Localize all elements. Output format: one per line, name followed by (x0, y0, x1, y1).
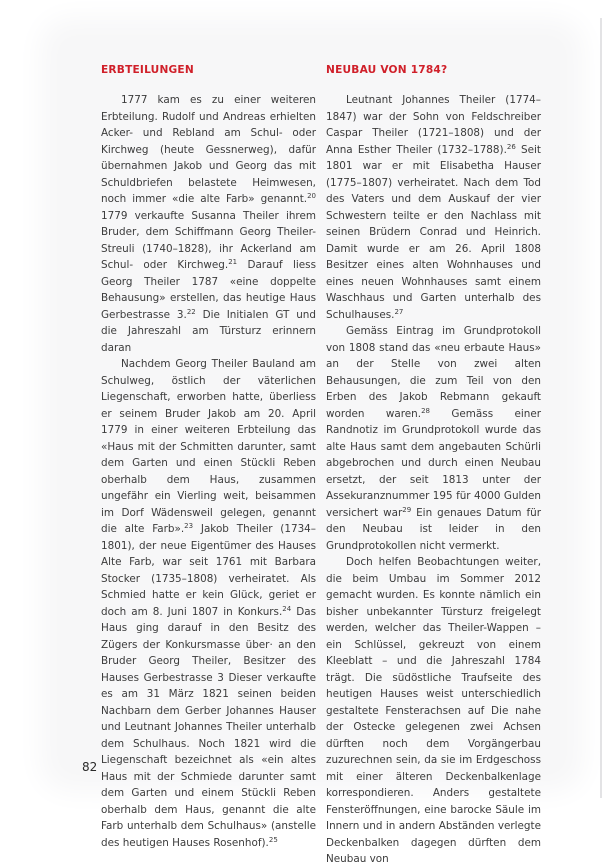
footnote-ref: 21 (228, 258, 238, 266)
footnote-ref: 27 (394, 307, 404, 316)
paragraph: 1777 kam es zu einer weiteren Erbteilung. Rudolf und Andreas erhielten Acker- und Rebland am Schul- oder Kirchweg (heute Gessnerweg), dafür übernahmen Jakob und Georg das mit Schuldbriefen belastete Heimwesen, noch immer «die alte Farb» genannt.$^{20}$ 1779 verkaufte Susanna Theiler ihrem Bruder, dem Schiffmann Georg Theiler-Streuli (1740–1828), ihr Ackerland am Schul- oder Kirchweg.$^{21}$ Darauf liess Georg Theiler 1787 «eine doppelte Behausung» erstellen, das heutige Haus Gerbestrasse 3.22 Die Initialen GT und die Jahreszahl am Türsturz erinnern daran (101, 94, 316, 354)
footnote-ref: 26 (506, 142, 516, 151)
footnote-ref: 20 (307, 192, 316, 200)
footnote-ref: 23 (184, 522, 194, 530)
footnote-ref: 25 (268, 835, 278, 844)
page-number: 82 (82, 760, 98, 774)
paragraph: Leutnant Johannes Theiler (1774–1847) war der Sohn von Feldschreiber Caspar Theiler (1721–1808) und der Anna Esther Theiler (1732–1788).$^{26}$ Seit 1801 war er mit Elisabetha Hauser (1775–1807) verheiratet. Nach dem Tod des Vaters und dem Auskauf der vier Schwestern teilte er den Nachlass mit seinen Brüdern Conrad und Heinrich. Damit wurde er am 26. April 1808 Besitzer eines alten Wohnhauses und eines neuen Wohnhauses samt einem Waschhaus und Garten unterhalb des Schulhauses.$^{27}$ (326, 94, 541, 321)
paragraph: Gemäss Eintrag im Grundprotokoll von 1808 stand das «neu erbaute Haus» an der Stelle von zwei alten Behausungen, die zum Teil von den Erben des Jakob Rebmann gekauft worden waren.$^{28}$ Gemäss einer Randnotiz im Grundprotokoll wurde das alte Haus samt dem angebauten Schürli abgebrochen und durch einen Neubau ersetzt, der seit 1813 unter der Assekuranznummer 195 für 4000 Gulden versichert war$^{29}$ Ein genaues Datum für den Neubau ist leider in den Grundprotokollen nicht vermerkt. (326, 325, 542, 552)
section-heading-neubau: NEUBAU VON 1784? (326, 64, 448, 76)
page-edge (600, 18, 602, 798)
paragraph: Doch helfen Beobachtungen weiter, die beim Umbau im Sommer 2012 gemacht wurden. Es konnte nämlich ein bisher unbekannter Türsturz freigelegt werden, welcher das Theiler-Wappen – ein Schlüssel, gekreuzt von einem Kleeblatt – und die Jahreszahl 1784 trägt. Die südöstliche Traufseite des heutigen Hauses weist unterschiedlich gestaltete Fensterachsen auf Die nahe der Ostecke gelegenen zwei Achsen dürften noch dem Vorgängerbau zuzurechnen sein, da sie im Erdgeschoss mit einer älteren Deckenbalkenlage korrespondieren. Anders gestaltete Fensteröffnungen, eine barocke Säule im Innern und in andern Abständen verlegte Deckenbalken dagegen dürften dem Neubau von (326, 556, 541, 865)
section-heading-erbteilungen: ERBTEILUNGEN (101, 64, 194, 76)
footnote-ref: 28 (421, 406, 430, 415)
footnote-ref: 29 (402, 505, 412, 514)
footnote-ref: 22 (186, 307, 196, 316)
paragraph: Nachdem Georg Theiler Bauland am Schulweg, östlich der väterlichen Liegenschaft, erworben hatte, überliess er seinem Bruder Jakob am 20. April 1779 in einer weiteren Erbteilung das «Haus mit der Schmitten darunter, samt dem Garten und einen Stückli Reben oberhalb dem Haus, zusammen ungefähr ein Vierling weit, beisammen im Dorf Wädensweil gelegen, genannt die alte Farb».$^{23}$ Jakob Theiler (1734–1801), der neue Eigentümer des Hauses Alte Farb, war seit 1761 mit Barbara Stocker (1735–1808) verheiratet. Als Schmied hatte er kein Glück, geriet er doch am 8. Juni 1807 in Konkurs.$^{24}$ Das Haus ging darauf in den Besitz des Zügers der Konkursmasse über· an den Bruder Georg Theiler, Besitzer des Hauses Gerbestrasse 3 Dieser verkaufte es am 31 März 1821 seinen beiden Nachbarn dem Gerber Johannes Hauser und Leutnant Johannes Theiler unterhalb dem Schulhaus. Noch 1821 wird die Liegenschaft bezeichnet als «ein altes Haus mit der Schmiede darunter samt dem Garten und einem Stückli Reben oberhalb dem Haus, genannt die alte Farb unterhalb dem Schulhaus» (anstelle des heutigen Hauses Rosenhof).$^{25}$ (101, 358, 316, 849)
right-column (326, 62, 541, 868)
footnote-ref: 24 (282, 604, 292, 613)
left-column (101, 62, 316, 851)
